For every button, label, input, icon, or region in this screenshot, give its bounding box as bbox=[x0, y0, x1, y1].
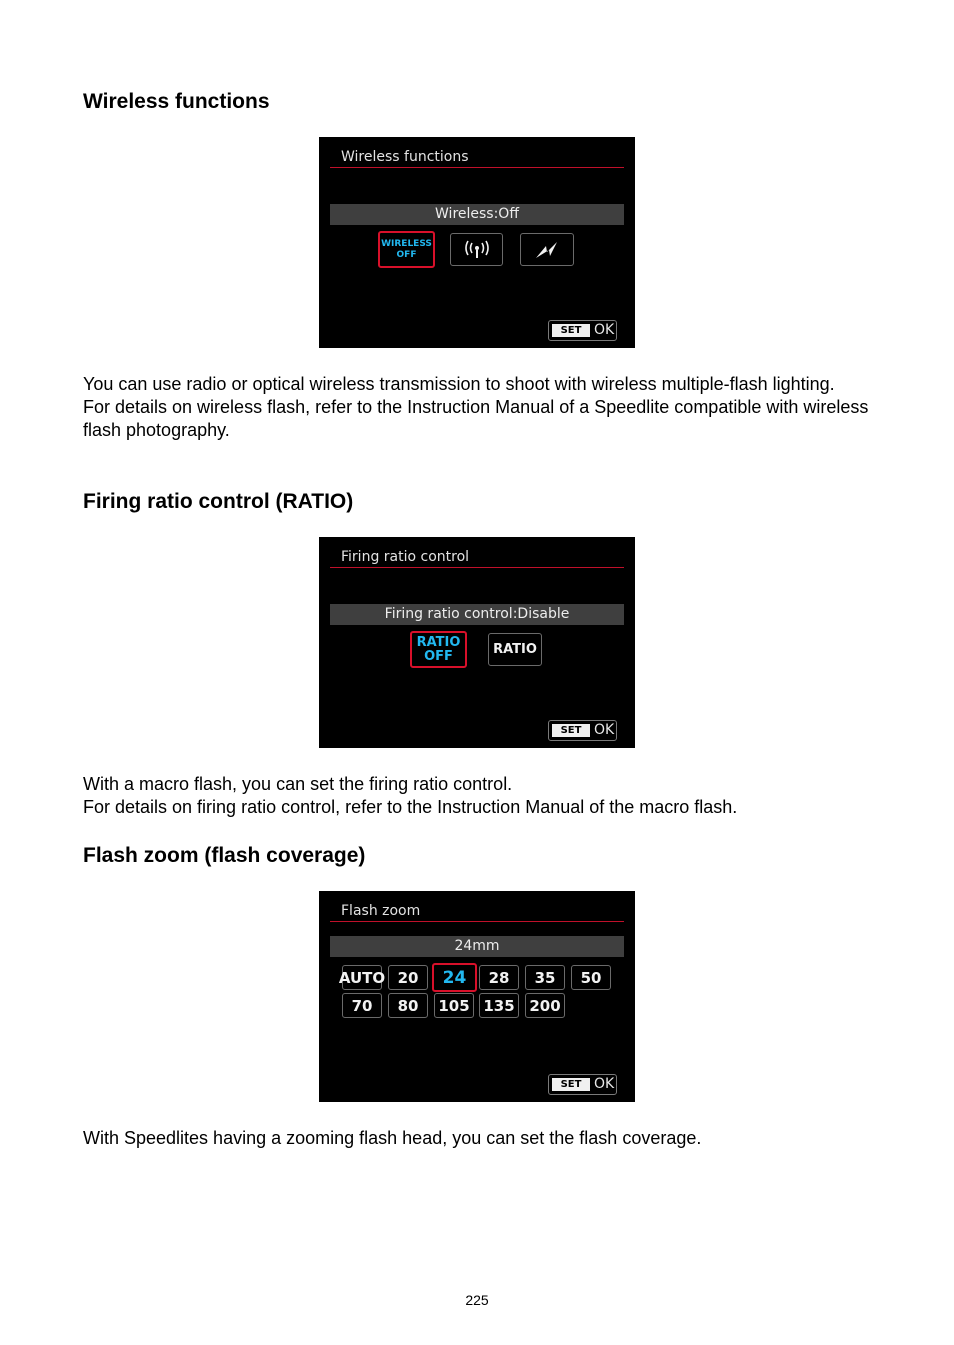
screen-title: Firing ratio control bbox=[341, 549, 470, 565]
zoom-option-105[interactable] bbox=[434, 993, 474, 1018]
status-bar: Firing ratio control:Disable bbox=[330, 604, 624, 625]
zoom-value: AUTO bbox=[338, 968, 386, 987]
set-key-icon: SET bbox=[552, 724, 590, 737]
ratio-description bbox=[83, 773, 883, 819]
zoom-option-80[interactable] bbox=[388, 993, 428, 1018]
paragraph: With a macro flash, you can set the firing ratio control. bbox=[83, 774, 513, 794]
zoom-option-24[interactable] bbox=[432, 963, 477, 992]
wireless-off-icon: WIRELESS OFF bbox=[381, 238, 432, 260]
paragraph: For details on wireless flash, refer to the Instruction Manual of a Speedlite compatible with wireless flash photography. bbox=[83, 397, 869, 440]
title-divider bbox=[330, 167, 624, 168]
zoom-value: 24 bbox=[442, 967, 467, 988]
set-key-icon: SET bbox=[552, 324, 590, 337]
wireless-functions-screen bbox=[319, 137, 635, 348]
paragraph: For details on firing ratio control, refer to the Instruction Manual of the macro flash. bbox=[83, 797, 738, 817]
flash-zoom-screen bbox=[319, 891, 635, 1102]
ok-label: OK bbox=[594, 322, 615, 338]
zoom-description bbox=[83, 1127, 883, 1150]
wireless-description bbox=[83, 373, 883, 442]
title-divider bbox=[330, 567, 624, 568]
zoom-option-20[interactable] bbox=[388, 965, 428, 990]
zoom-option-135[interactable] bbox=[479, 993, 519, 1018]
zoom-option-200[interactable] bbox=[525, 993, 565, 1018]
zoom-value: 50 bbox=[580, 968, 602, 987]
title-divider bbox=[330, 921, 624, 922]
screen-title: Flash zoom bbox=[341, 903, 421, 919]
zoom-value: 80 bbox=[397, 996, 419, 1015]
zoom-value: 28 bbox=[488, 968, 510, 987]
radio-wireless-option[interactable] bbox=[450, 233, 503, 266]
zoom-value: 70 bbox=[351, 996, 373, 1015]
status-bar: Wireless:Off bbox=[330, 204, 624, 225]
set-ok-button[interactable] bbox=[548, 320, 617, 341]
set-key-icon: SET bbox=[552, 1078, 590, 1091]
wireless-off-option[interactable] bbox=[378, 231, 435, 268]
set-ok-button[interactable] bbox=[548, 720, 617, 741]
optical-wireless-option[interactable] bbox=[520, 233, 574, 266]
zoom-option-auto[interactable] bbox=[338, 965, 386, 990]
zoom-value: 105 bbox=[438, 996, 470, 1015]
radio-wave-icon bbox=[462, 239, 492, 261]
ok-label: OK bbox=[594, 1076, 615, 1092]
ratio-label: RATIO bbox=[493, 642, 537, 657]
ratio-off-option[interactable] bbox=[410, 631, 467, 668]
zoom-value: 135 bbox=[483, 996, 515, 1015]
zoom-option-28[interactable] bbox=[479, 965, 519, 990]
ratio-off-line2: OFF bbox=[424, 648, 453, 664]
section-heading-ratio: Firing ratio control (RATIO) bbox=[83, 490, 354, 513]
page-number: 225 bbox=[465, 1292, 489, 1308]
zoom-option-50[interactable] bbox=[571, 965, 611, 990]
optical-flash-icon bbox=[534, 240, 560, 260]
firing-ratio-screen bbox=[319, 537, 635, 748]
zoom-option-70[interactable] bbox=[342, 993, 382, 1018]
status-bar: 24mm bbox=[330, 936, 624, 957]
screen-title: Wireless functions bbox=[341, 149, 469, 165]
ratio-on-option[interactable] bbox=[488, 633, 542, 666]
section-heading-wireless: Wireless functions bbox=[83, 90, 270, 113]
zoom-value: 35 bbox=[534, 968, 556, 987]
paragraph: You can use radio or optical wireless transmission to shoot with wireless multiple-flash lighting. bbox=[83, 374, 835, 394]
zoom-option-35[interactable] bbox=[525, 965, 565, 990]
ok-label: OK bbox=[594, 722, 615, 738]
set-ok-button[interactable] bbox=[548, 1074, 617, 1095]
zoom-value: 20 bbox=[397, 968, 419, 987]
zoom-value: 200 bbox=[529, 996, 561, 1015]
paragraph: With Speedlites having a zooming flash head, you can set the flash coverage. bbox=[83, 1128, 702, 1148]
section-heading-zoom: Flash zoom (flash coverage) bbox=[83, 844, 366, 867]
ratio-off-line1: RATIO bbox=[416, 634, 461, 650]
